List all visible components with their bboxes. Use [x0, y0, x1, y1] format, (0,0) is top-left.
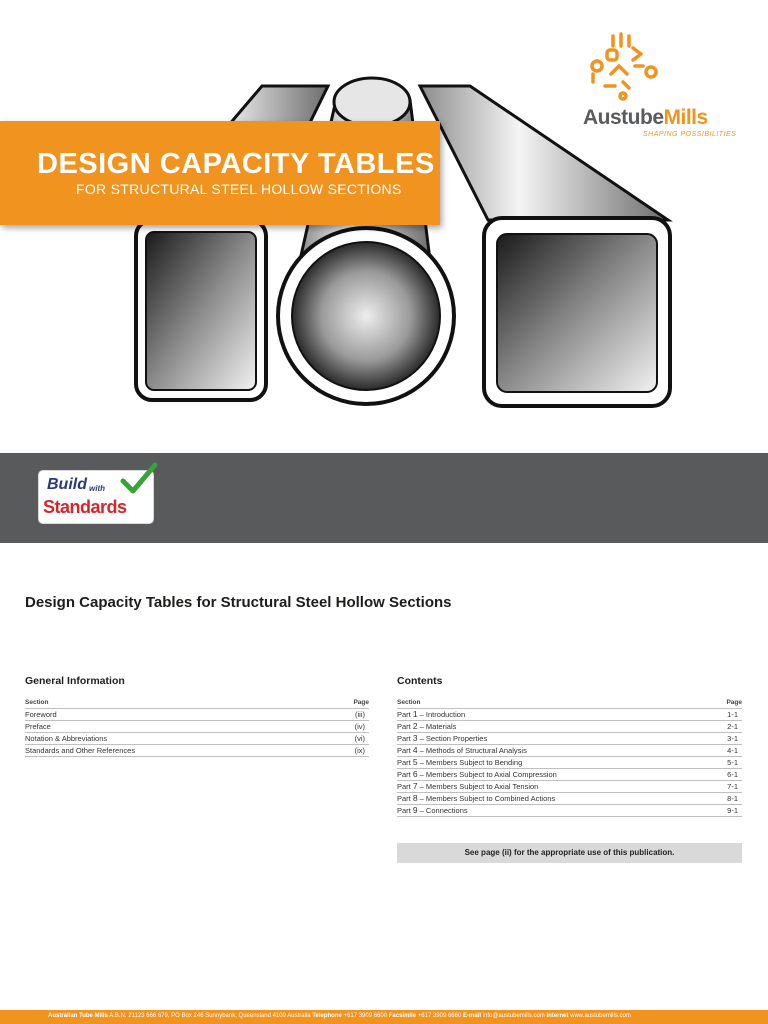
row-label: Preface [25, 722, 51, 731]
table-row[interactable] [397, 709, 742, 721]
general-information-section [25, 675, 369, 757]
row-page: 2-1 [727, 722, 738, 731]
table-row[interactable] [397, 793, 742, 805]
table-row[interactable] [25, 733, 369, 745]
contents-title: Contents [397, 675, 443, 687]
table-row[interactable] [25, 721, 369, 733]
column-header-page: Page [353, 699, 369, 706]
row-label: Part 2 – Materials [397, 721, 457, 731]
round-tube-inner [292, 242, 440, 390]
table-row[interactable] [397, 769, 742, 781]
page-title: Design Capacity Tables for Structural Steel Hollow Sections [25, 594, 452, 611]
logo-mark-icon [583, 30, 659, 102]
footer-website-link[interactable]: www.austubemills.com [568, 1013, 631, 1019]
badge-standards-text: Standards [43, 497, 127, 517]
row-label: Part 3 – Section Properties [397, 733, 488, 743]
row-page: 9-1 [727, 806, 738, 815]
column-header-page: Page [726, 699, 742, 706]
row-label: Foreword [25, 710, 57, 719]
row-label: Part 5 – Members Subject to Bending [397, 757, 523, 767]
row-page: (ix) [354, 746, 365, 755]
row-page: 3-1 [727, 734, 738, 743]
row-label: Part 6 – Members Subject to Axial Compression [397, 769, 557, 779]
table-row[interactable] [397, 805, 742, 817]
contents-table-body [397, 709, 742, 817]
footer-email-link[interactable]: info@austubemills.com [481, 1013, 547, 1019]
row-page: 8-1 [727, 794, 738, 803]
right-tube-inner [497, 234, 657, 392]
banner-title: DESIGN CAPACITY TABLES [37, 148, 435, 180]
general-table-body [25, 709, 369, 757]
row-page: 5-1 [727, 758, 738, 767]
gray-band [0, 453, 768, 543]
badge-build-text: Build [47, 476, 87, 493]
row-page: 4-1 [727, 746, 738, 755]
row-label: Part 1 – Introduction [397, 709, 466, 719]
banner-subtitle: FOR STRUCTURAL STEEL HOLLOW SECTIONS [76, 181, 402, 197]
brand-tagline: SHAPING POSSIBILITIES [643, 131, 737, 138]
title-banner [0, 121, 440, 225]
hero-image [0, 0, 768, 453]
badge-with-text: with [89, 484, 105, 493]
row-label: Part 8 – Members Subject to Combined Actions [397, 793, 556, 803]
row-label: Notation & Abbreviations [25, 734, 108, 743]
row-page: 1-1 [727, 710, 738, 719]
row-page: (vi) [354, 734, 365, 743]
usage-notice: See page (ii) for the appropriate use of this publication. [397, 843, 742, 863]
table-row[interactable] [397, 721, 742, 733]
row-label: Part 4 – Methods of Structural Analysis [397, 745, 527, 755]
column-header-section: Section [25, 699, 49, 706]
table-row[interactable] [397, 733, 742, 745]
table-row[interactable] [25, 709, 369, 721]
contents-section [397, 675, 742, 817]
general-table-header [25, 697, 369, 709]
row-page: (iii) [355, 710, 365, 719]
row-page: 6-1 [727, 770, 738, 779]
row-label: Part 9 – Connections [397, 805, 468, 815]
row-label: Standards and Other References [25, 746, 136, 755]
left-tube-inner [146, 232, 256, 390]
table-row[interactable] [397, 745, 742, 757]
brand-name: AustubeMills [583, 106, 708, 129]
general-information-title: General Information [25, 675, 125, 687]
column-header-section: Section [397, 699, 421, 706]
checkmark-icon [119, 461, 159, 495]
row-page: 7-1 [727, 782, 738, 791]
austube-mills-logo [583, 30, 737, 145]
table-row[interactable] [25, 745, 369, 757]
footer-contact: Australian Tube Mills A.B.N. 21123 666 679, PO Box 246 Sunnybank, Queensland 4109 Australia Telephone +617 3909 6600 Facsimile +617 3909 6660 E-mail info@austubemills.com Internet www.austubemills.com [48, 1013, 631, 1019]
footer-bar [0, 1010, 768, 1024]
row-label: Part 7 – Members Subject to Axial Tension [397, 781, 539, 791]
contents-table-header [397, 697, 742, 709]
table-row[interactable] [397, 757, 742, 769]
table-row[interactable] [397, 781, 742, 793]
build-with-standards-badge [38, 470, 154, 524]
row-page: (iv) [354, 722, 365, 731]
